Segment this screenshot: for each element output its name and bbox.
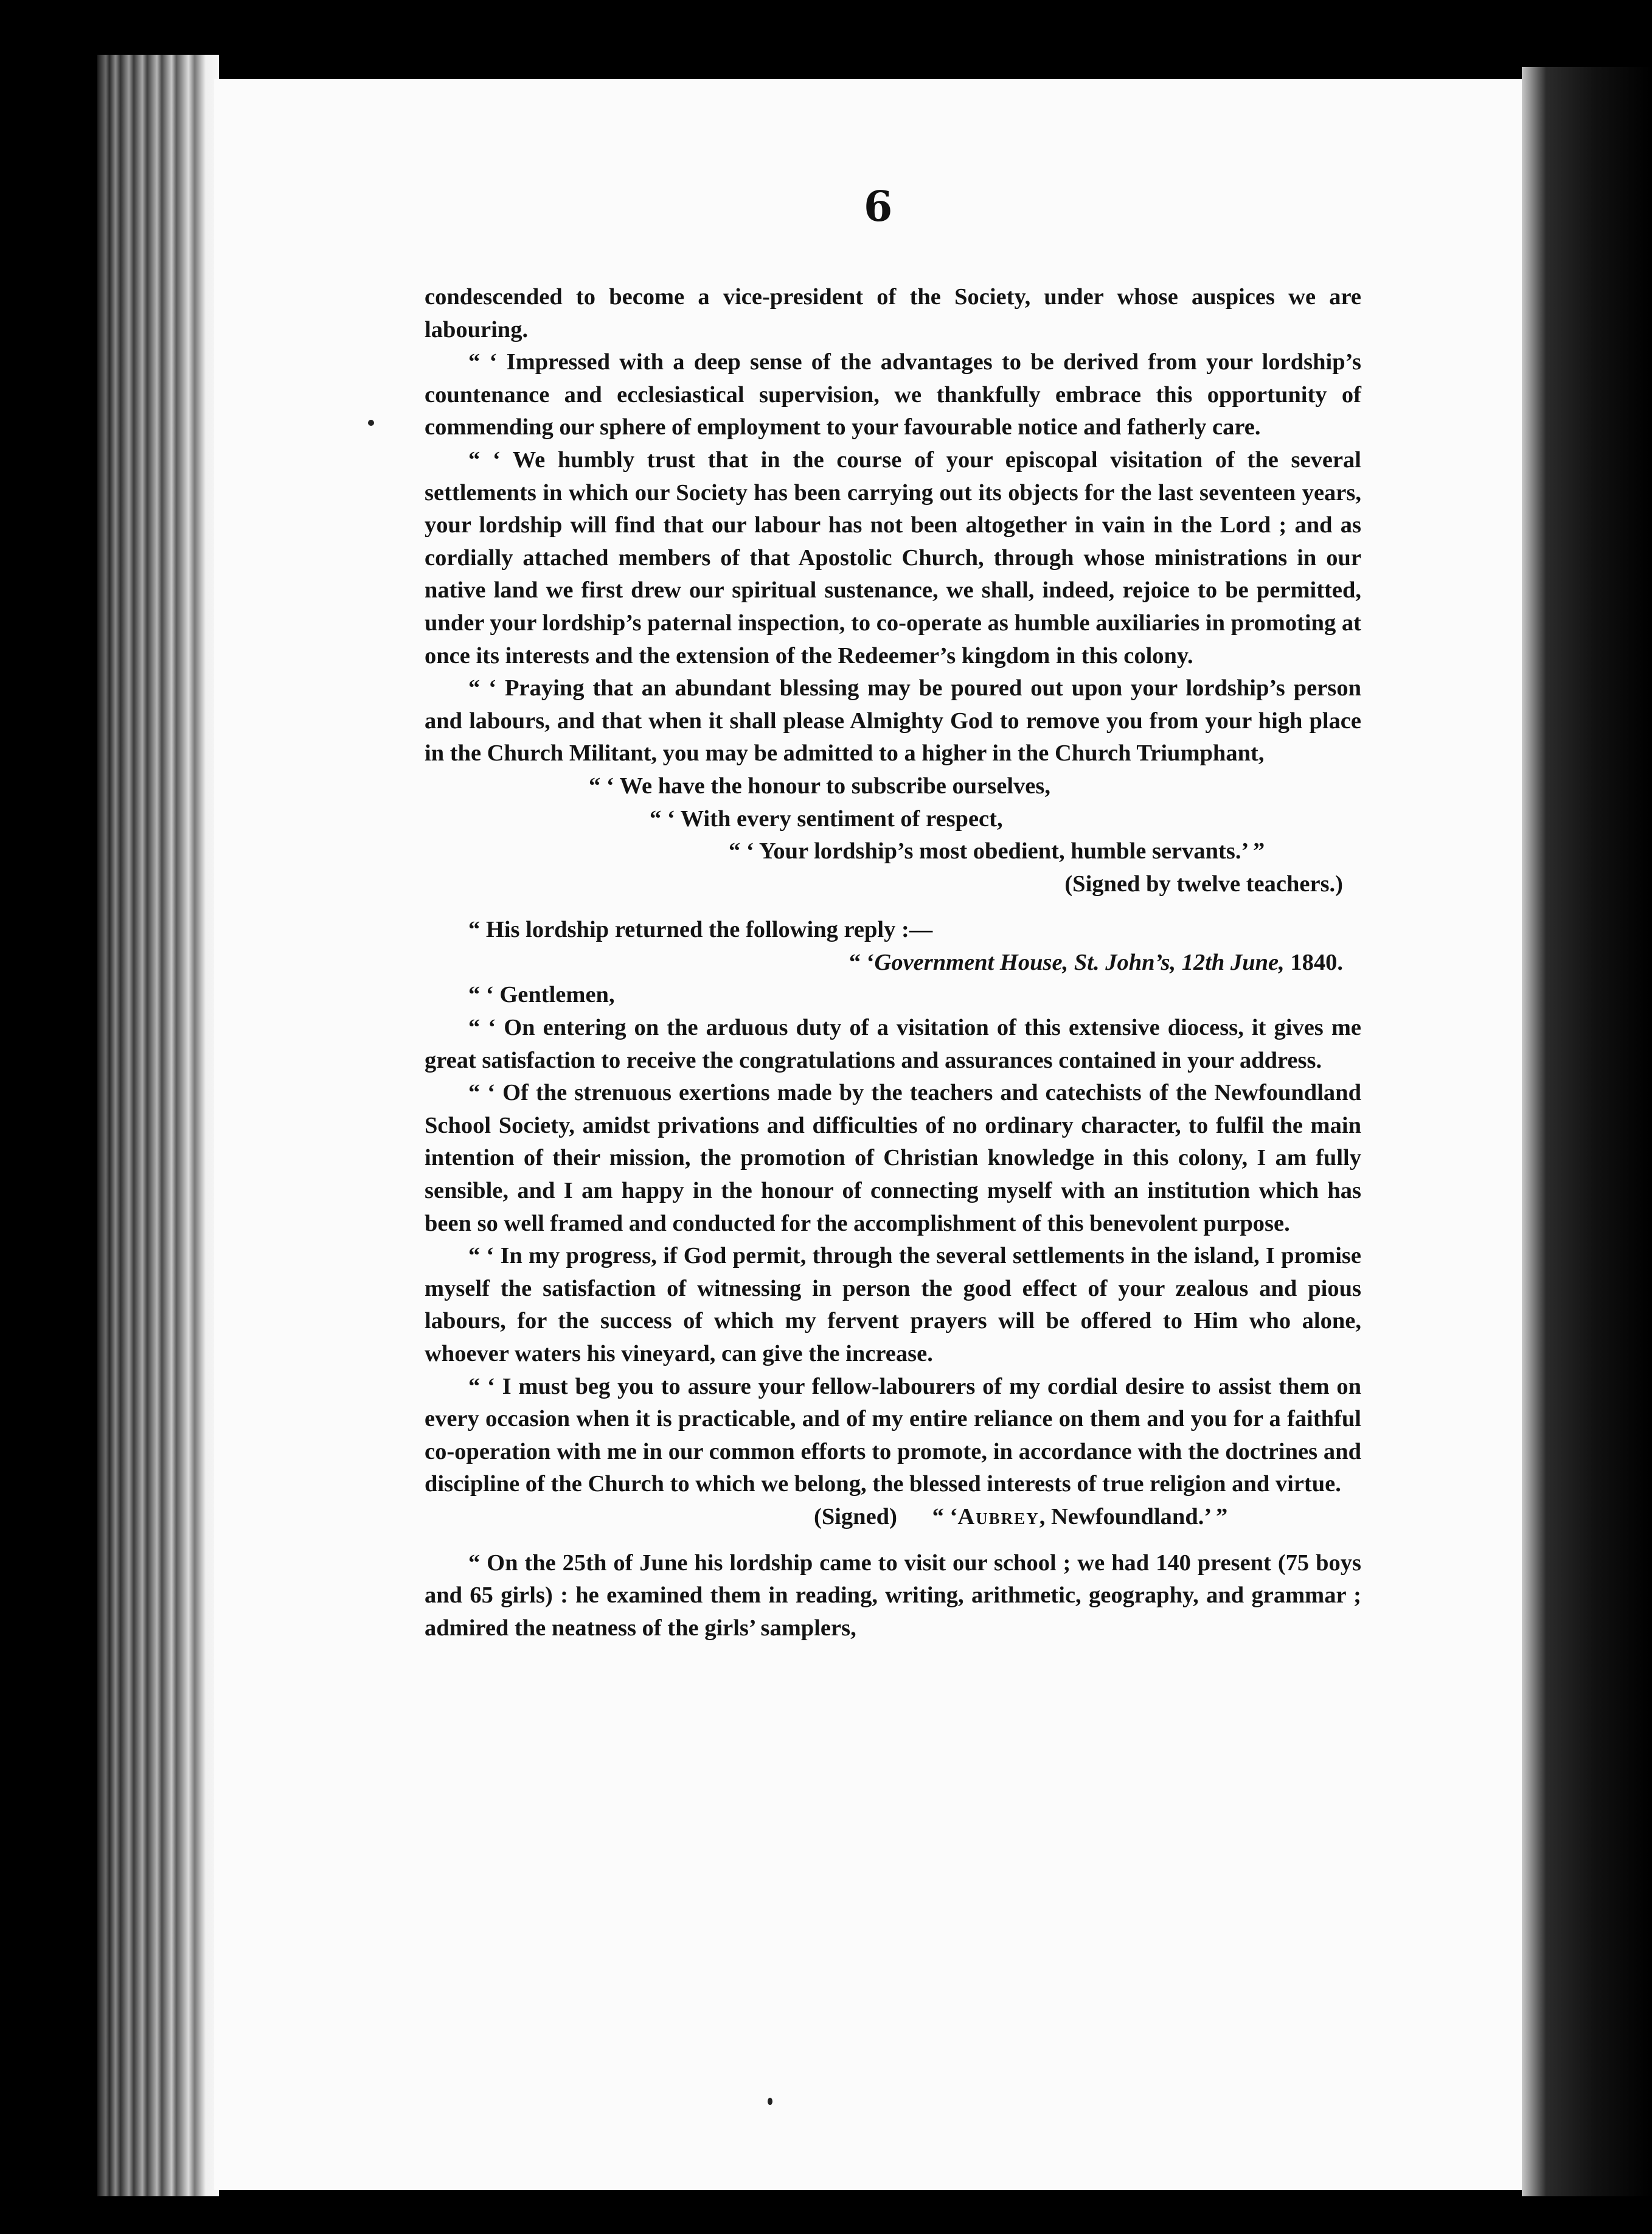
closing-line-signed-teachers: (Signed by twelve teachers.)	[1064, 871, 1343, 897]
closing-line-respect: “ ‘ With every sentiment of respect,	[650, 806, 1003, 832]
letter-salutation: “ ‘ Gentlemen,	[468, 982, 615, 1008]
bound-page-edges	[97, 55, 219, 2196]
signature-place: , Newfoundland.’ ”	[1039, 1503, 1228, 1529]
paragraph-assure: “ ‘ I must beg you to assure your fellow-labourers of my cordial desire to assist them on every occasion when it is practicable, and of my entire reliance on them and you for a faithful co-operation with me in our common efforts to promote, in accordance with the doctrines and discipline of the Church to which we belong, the blessed interests of true religion and virtue.	[425, 1373, 1361, 1497]
letter-dateline	[425, 947, 1361, 980]
paragraph-continuation: condescended to become a vice-president of the Society, under whose auspices we are labouring.	[425, 284, 1361, 343]
letter-signature	[425, 1501, 1361, 1534]
page-number: 6	[864, 183, 893, 231]
paragraph-progress: “ ‘ In my progress, if God permit, through the several settlements in the island, I promise myself the satisfaction of witnessing in person the good effect of your zealous and pious labours, for the success of which my fervent prayers will be offered to Him who alone, whoever waters his vineyard, can give the increase.	[425, 1243, 1361, 1366]
paragraph-school-visit: “ On the 25th of June his lordship came to visit our school ; we had 140 present (75 boys and 65 girls) : he examined them in reading, writing, arithmetic, geography, and grammar ; admired the neatness of the girls’ samplers,	[425, 1550, 1361, 1641]
paragraph-humbly-trust: “ ‘ We humbly trust that in the course of your episcopal visitation of the several settlements in which our Society has been carrying out its objects for the last seventeen years, your lordship will find that our labour has not been altogether in vain in the Lord ; and as cordially attached members of that Apostolic Church, through whose ministrations in our native land we first drew our spiritual sustenance, we shall, indeed, rejoice to be permitted, under your lordship’s paternal inspection, to co-operate as humble auxiliaries in promoting at once its interests and the extension of the Redeemer’s kingdom in this colony.	[425, 447, 1361, 669]
scan-speck	[368, 420, 374, 426]
signature-name: Aubrey	[957, 1503, 1039, 1529]
body-text	[425, 281, 1361, 1644]
dateline-prefix: “ ‘	[849, 949, 875, 975]
signature-signed: (Signed)	[814, 1503, 897, 1529]
paragraph-exertions: “ ‘ Of the strenuous exertions made by the teachers and catechists of the Newfoundland School Society, amidst privations and difficulties of no ordinary character, to fulfil the main intention of their mission, the promotion of Christian knowledge in this colony, I am fully sensible, and I am happy in the honour of connecting myself with an institution which has been so well framed and conducted for the accomplishment of this benevolent purpose.	[425, 1080, 1361, 1236]
facing-page-edge	[1522, 67, 1652, 2196]
signature-quote: “ ‘	[932, 1503, 958, 1529]
closing-line-honour: “ ‘ We have the honour to subscribe ourselves,	[589, 773, 1050, 799]
closing-line-servants: “ ‘ Your lordship’s most obedient, humble servants.’ ”	[729, 838, 1265, 865]
paragraph-entering: “ ‘ On entering on the arduous duty of a visitation of this extensive diocess, it gives me great satisfaction to receive the congratulations and assurances contained in your address.	[425, 1015, 1361, 1073]
scan-speck	[768, 2098, 772, 2105]
paragraph-praying: “ ‘ Praying that an abundant blessing may be poured out upon your lordship’s person and labours, and that when it shall please Almighty God to remove you from your high place in the Church Militant, you may be admitted to a higher in the Church Triumphant,	[425, 675, 1361, 767]
paragraph-impressed: “ ‘ Impressed with a deep sense of the advantages to be derived from your lordship’s countenance and ecclesiastical supervision, we thankfully embrace this opportunity of commending our sphere of employment to your favourable notice and fatherly care.	[425, 349, 1361, 440]
dateline-year: 1840.	[1290, 949, 1343, 975]
reply-introduction: “ His lordship returned the following reply :—	[468, 917, 933, 943]
dateline-place: Government House, St. John’s, 12th June,	[874, 949, 1285, 975]
